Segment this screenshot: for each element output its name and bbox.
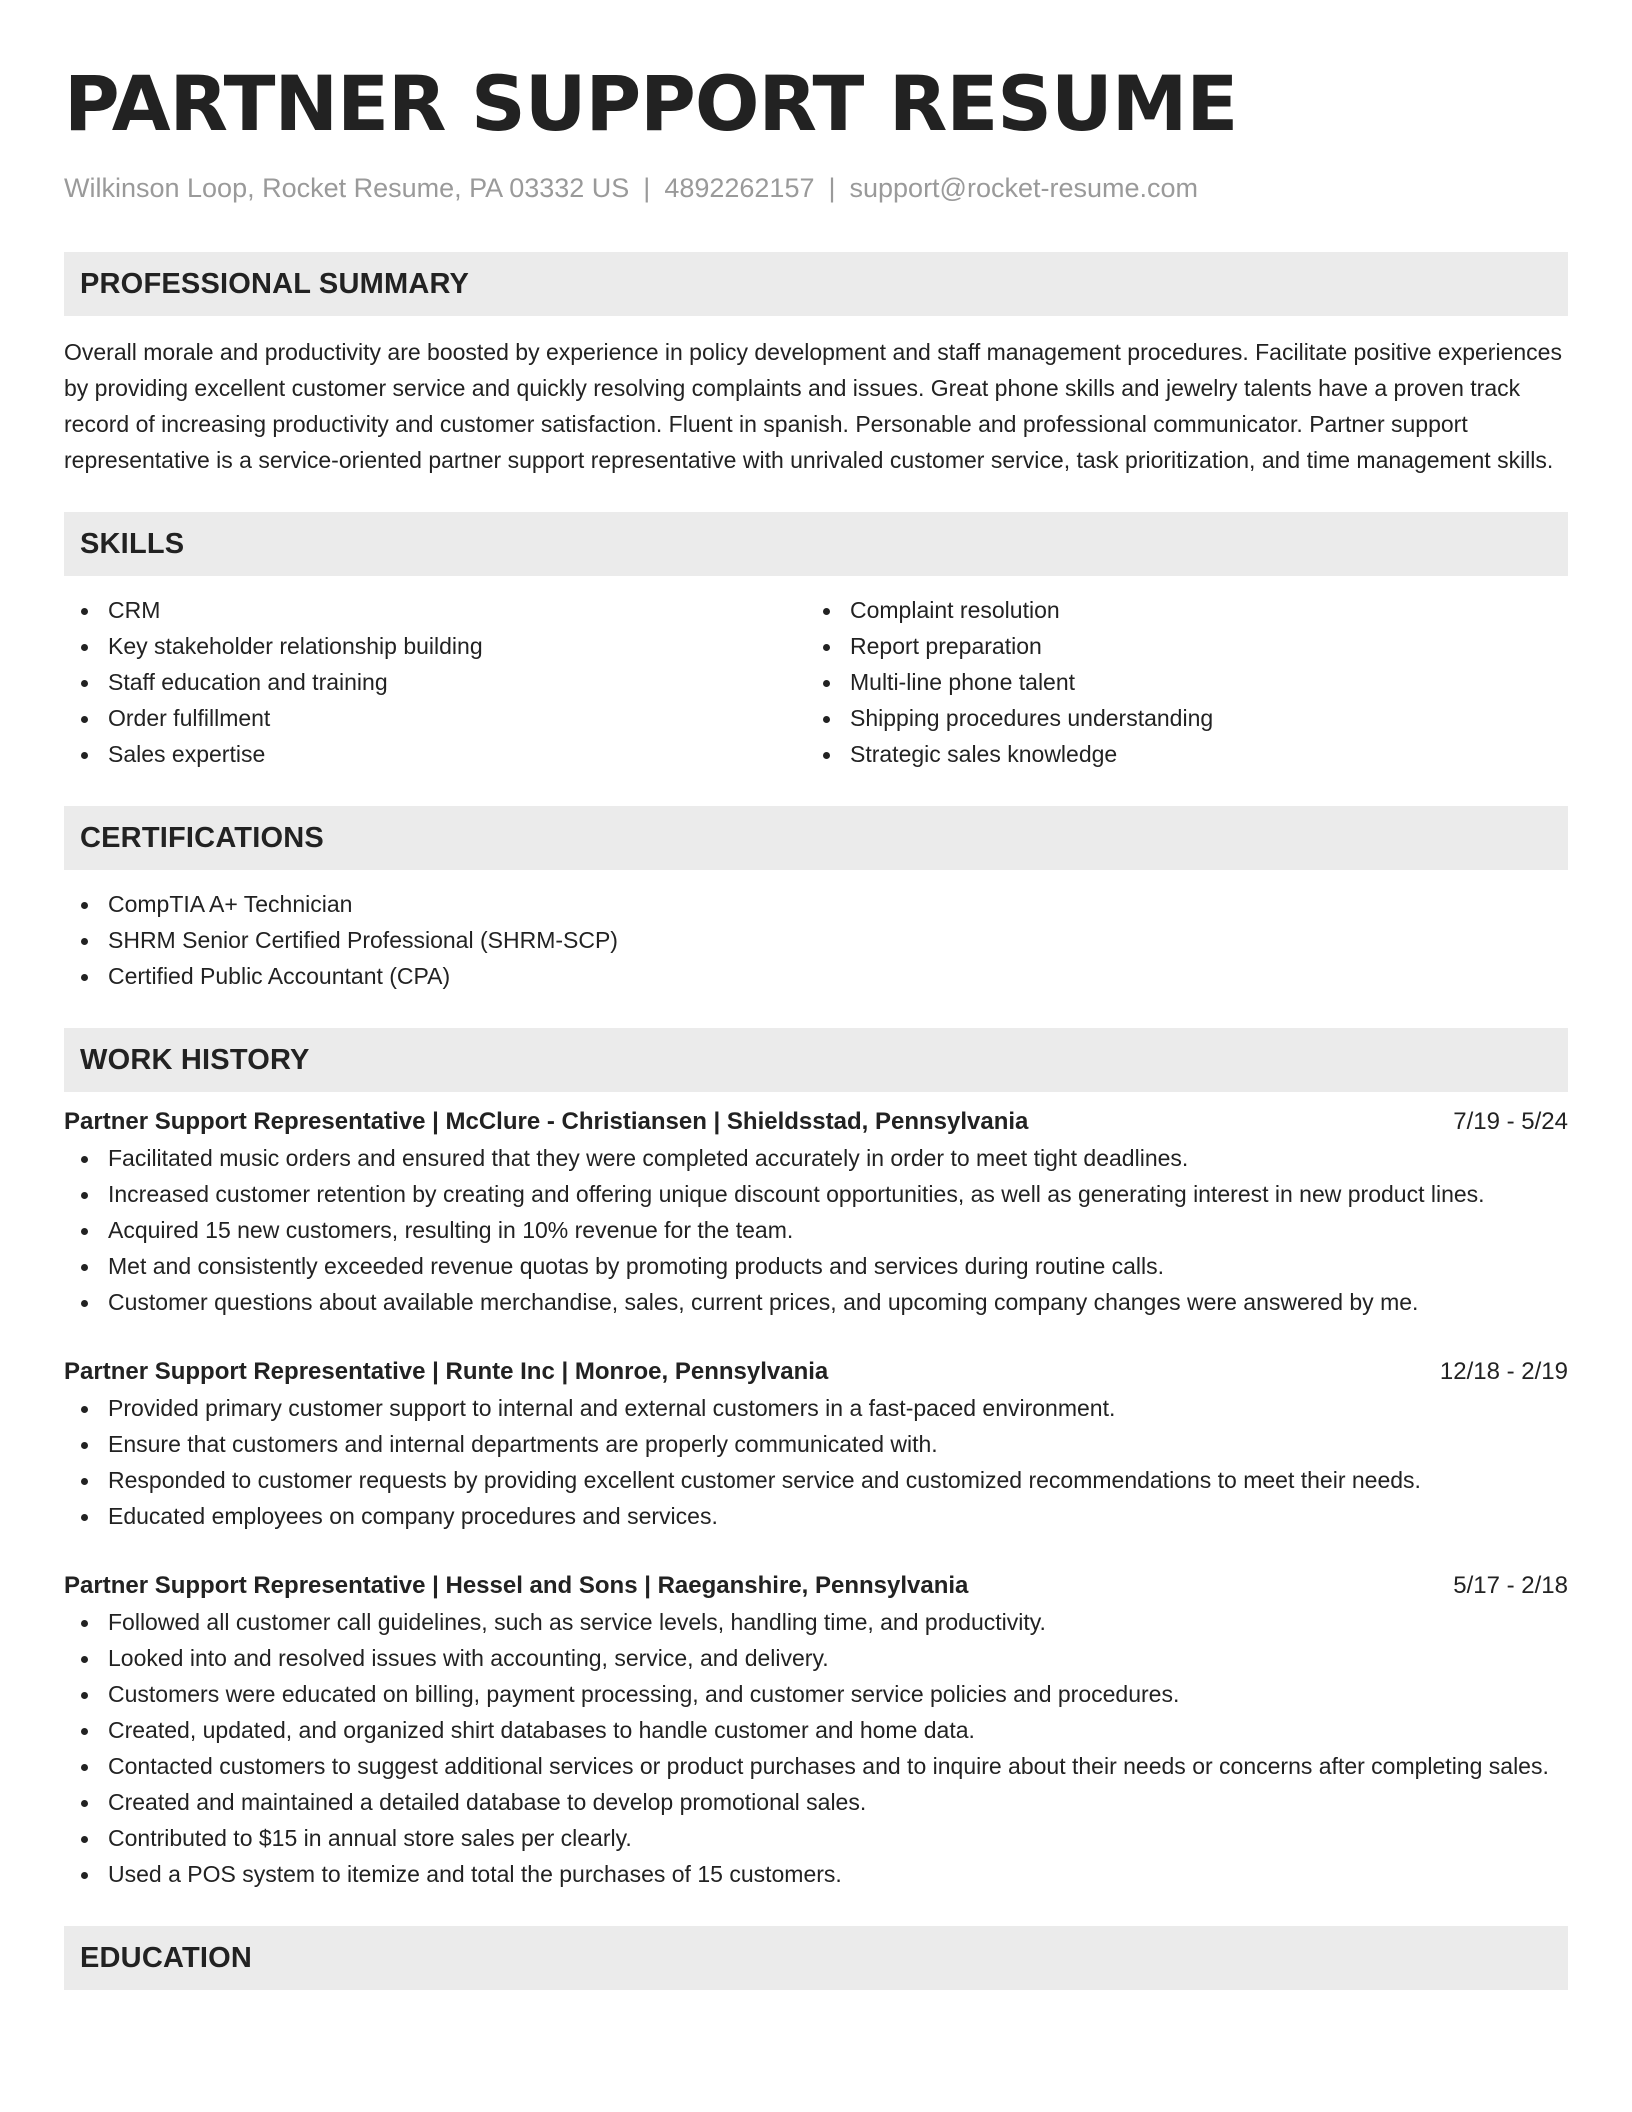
resume-page (64, 56, 1568, 1990)
job-bullet: Acquired 15 new customers, resulting in 10% revenue for the team. (64, 1212, 1568, 1248)
skill-item: Complaint resolution (806, 592, 1548, 628)
skill-item: CRM (64, 592, 806, 628)
skill-item: Sales expertise (64, 736, 806, 772)
skill-item: Key stakeholder relationship building (64, 628, 806, 664)
job-title: Partner Support Representative | McClure - Christiansen | Shieldsstad, Pennsylvania (64, 1108, 1029, 1135)
certification-item: CompTIA A+ Technician (64, 886, 1568, 922)
job-bullets (64, 1390, 1568, 1534)
job-bullet: Met and consistently exceeded revenue quotas by promoting products and services during routine calls. (64, 1248, 1568, 1284)
job-bullet: Used a POS system to itemize and total the purchases of 15 customers. (64, 1856, 1568, 1892)
job-header (64, 1104, 1568, 1140)
job-title: Partner Support Representative | Runte Inc | Monroe, Pennsylvania (64, 1358, 829, 1385)
certifications-list (64, 886, 1568, 994)
section-header-certifications: CERTIFICATIONS (64, 806, 1568, 870)
job-bullet: Educated employees on company procedures and services. (64, 1498, 1568, 1534)
section-header-work-history: WORK HISTORY (64, 1028, 1568, 1092)
contact-separator: | (828, 173, 836, 203)
skill-item: Report preparation (806, 628, 1548, 664)
section-header-summary: PROFESSIONAL SUMMARY (64, 252, 1568, 316)
skills-column-left (64, 592, 806, 772)
section-header-education: EDUCATION (64, 1926, 1568, 1990)
job-bullet: Increased customer retention by creating and offering unique discount opportunities, as well as generating interest in new product lines. (64, 1176, 1568, 1212)
job-bullet: Customer questions about available merchandise, sales, current prices, and upcoming company changes were answered by me. (64, 1284, 1568, 1320)
job-entry (64, 1568, 1568, 1892)
certification-item: Certified Public Accountant (CPA) (64, 958, 1568, 994)
skill-item: Staff education and training (64, 664, 806, 700)
job-bullet: Ensure that customers and internal departments are properly communicated with. (64, 1426, 1568, 1462)
job-bullet: Contacted customers to suggest additional services or product purchases and to inquire about their needs or concerns after completing sales. (64, 1748, 1568, 1784)
contact-email[interactable]: support@rocket-resume.com (849, 173, 1199, 203)
certification-item: SHRM Senior Certified Professional (SHRM-SCP) (64, 922, 1568, 958)
job-bullet: Created and maintained a detailed database to develop promotional sales. (64, 1784, 1568, 1820)
job-bullet: Provided primary customer support to internal and external customers in a fast-paced environment. (64, 1390, 1568, 1426)
job-dates: 12/18 - 2/19 (1439, 1358, 1568, 1385)
skill-item: Multi-line phone talent (806, 664, 1548, 700)
job-bullets (64, 1140, 1568, 1320)
job-entry (64, 1354, 1568, 1534)
job-dates: 7/19 - 5/24 (1453, 1108, 1568, 1135)
job-bullet: Created, updated, and organized shirt databases to handle customer and home data. (64, 1712, 1568, 1748)
job-header (64, 1568, 1568, 1604)
job-bullet: Facilitated music orders and ensured that they were completed accurately in order to meet tight deadlines. (64, 1140, 1568, 1176)
skills-column-right (806, 592, 1548, 772)
resume-title: PARTNER SUPPORT RESUME (64, 59, 1238, 148)
skill-item: Shipping procedures understanding (806, 700, 1548, 736)
contact-separator: | (643, 173, 651, 203)
job-entry (64, 1104, 1568, 1320)
job-bullet: Customers were educated on billing, payment processing, and customer service policies and procedures. (64, 1676, 1568, 1712)
skills-grid (64, 592, 1568, 772)
skill-item: Strategic sales knowledge (806, 736, 1548, 772)
contact-address: Wilkinson Loop, Rocket Resume, PA 03332 US (64, 173, 630, 203)
summary-text: Overall morale and productivity are boosted by experience in policy development and staff management procedures. Facilitate positive experiences by providing excellent customer service and quickly resolving complaints and issues. Great phone skills and jewelry talents have a proven track record of increasing productivity and customer satisfaction. Fluent in spanish. Personable and professional communicator. Partner support representative is a service-oriented partner support representative with unrivaled customer service, task prioritization, and time management skills. (64, 339, 1562, 473)
contact-phone: 4892262157 (664, 173, 815, 203)
job-bullet: Looked into and resolved issues with accounting, service, and delivery. (64, 1640, 1568, 1676)
job-dates: 5/17 - 2/18 (1453, 1572, 1568, 1599)
skill-item: Order fulfillment (64, 700, 806, 736)
job-bullet: Responded to customer requests by providing excellent customer service and customized recommendations to meet their needs. (64, 1462, 1568, 1498)
job-bullets (64, 1604, 1568, 1892)
job-header (64, 1354, 1568, 1390)
contact-line (64, 170, 1568, 206)
job-bullet: Contributed to $15 in annual store sales per clearly. (64, 1820, 1568, 1856)
job-bullet: Followed all customer call guidelines, such as service levels, handling time, and productivity. (64, 1604, 1568, 1640)
job-title: Partner Support Representative | Hessel and Sons | Raeganshire, Pennsylvania (64, 1572, 969, 1599)
section-header-skills: SKILLS (64, 512, 1568, 576)
